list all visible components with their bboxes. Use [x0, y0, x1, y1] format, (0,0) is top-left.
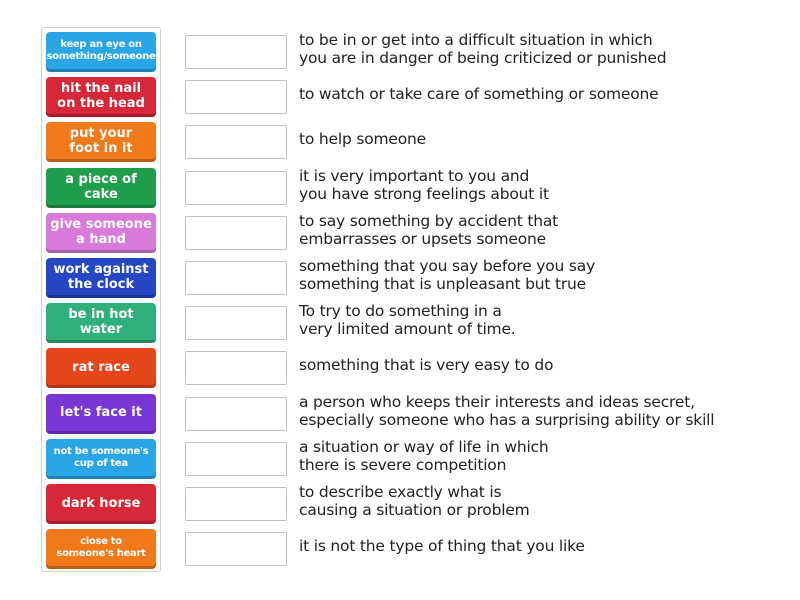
answer-slot[interactable]: [185, 532, 287, 566]
definition-text: it is not the type of thing that you like: [299, 537, 585, 556]
phrase-tile[interactable]: rat race: [46, 348, 156, 388]
phrase-tile[interactable]: hit the nail on the head: [46, 77, 156, 117]
answer-slot[interactable]: [185, 125, 287, 159]
definition-text: it is very important to you and you have strong feelings about it: [299, 166, 549, 203]
phrase-tile[interactable]: work against the clock: [46, 258, 156, 298]
phrase-tile[interactable]: not be someone's cup of tea: [46, 439, 156, 479]
phrase-tile[interactable]: put your foot in it: [46, 122, 156, 162]
answer-slot[interactable]: [185, 487, 287, 521]
answer-slot[interactable]: [185, 261, 287, 295]
phrase-tile[interactable]: give someone a hand: [46, 213, 156, 253]
answer-slot[interactable]: [185, 351, 287, 385]
answer-slot[interactable]: [185, 306, 287, 340]
definition-text: To try to do something in a very limited amount of time.: [299, 302, 516, 339]
definition-text: to say something by accident that embarrasses or upsets someone: [299, 211, 559, 248]
answer-slot[interactable]: [185, 216, 287, 250]
definition-text: to be in or get into a difficult situation in which you are in danger of being criticized or punished: [299, 31, 667, 67]
definition-text: something that you say before you say something that is unpleasant but true: [299, 257, 596, 293]
answer-slot[interactable]: [185, 80, 287, 114]
phrase-tile[interactable]: let's face it: [46, 394, 156, 434]
phrase-tile[interactable]: close to someone's heart: [46, 529, 156, 569]
answer-slot[interactable]: [185, 35, 287, 69]
definition-text: a situation or way of life in which there is severe competition: [299, 437, 549, 474]
phrase-tile[interactable]: a piece of cake: [46, 168, 156, 208]
phrase-tile[interactable]: dark horse: [46, 484, 156, 524]
definition-text: to watch or take care of something or someone: [299, 85, 659, 104]
phrase-tile[interactable]: be in hot water: [46, 303, 156, 343]
definition-text: a person who keeps their interests and ideas secret, especially someone who has a surprising ability or skill: [299, 392, 715, 429]
definition-text: to help someone: [299, 130, 426, 149]
phrase-tile[interactable]: keep an eye on something/someone: [46, 32, 156, 72]
answer-slot[interactable]: [185, 442, 287, 476]
answer-slot[interactable]: [185, 171, 287, 205]
answer-slot[interactable]: [185, 397, 287, 431]
definition-text: to describe exactly what is causing a situation or problem: [299, 483, 530, 519]
tile-panel: [41, 27, 161, 572]
definition-text: something that is very easy to do: [299, 356, 554, 375]
